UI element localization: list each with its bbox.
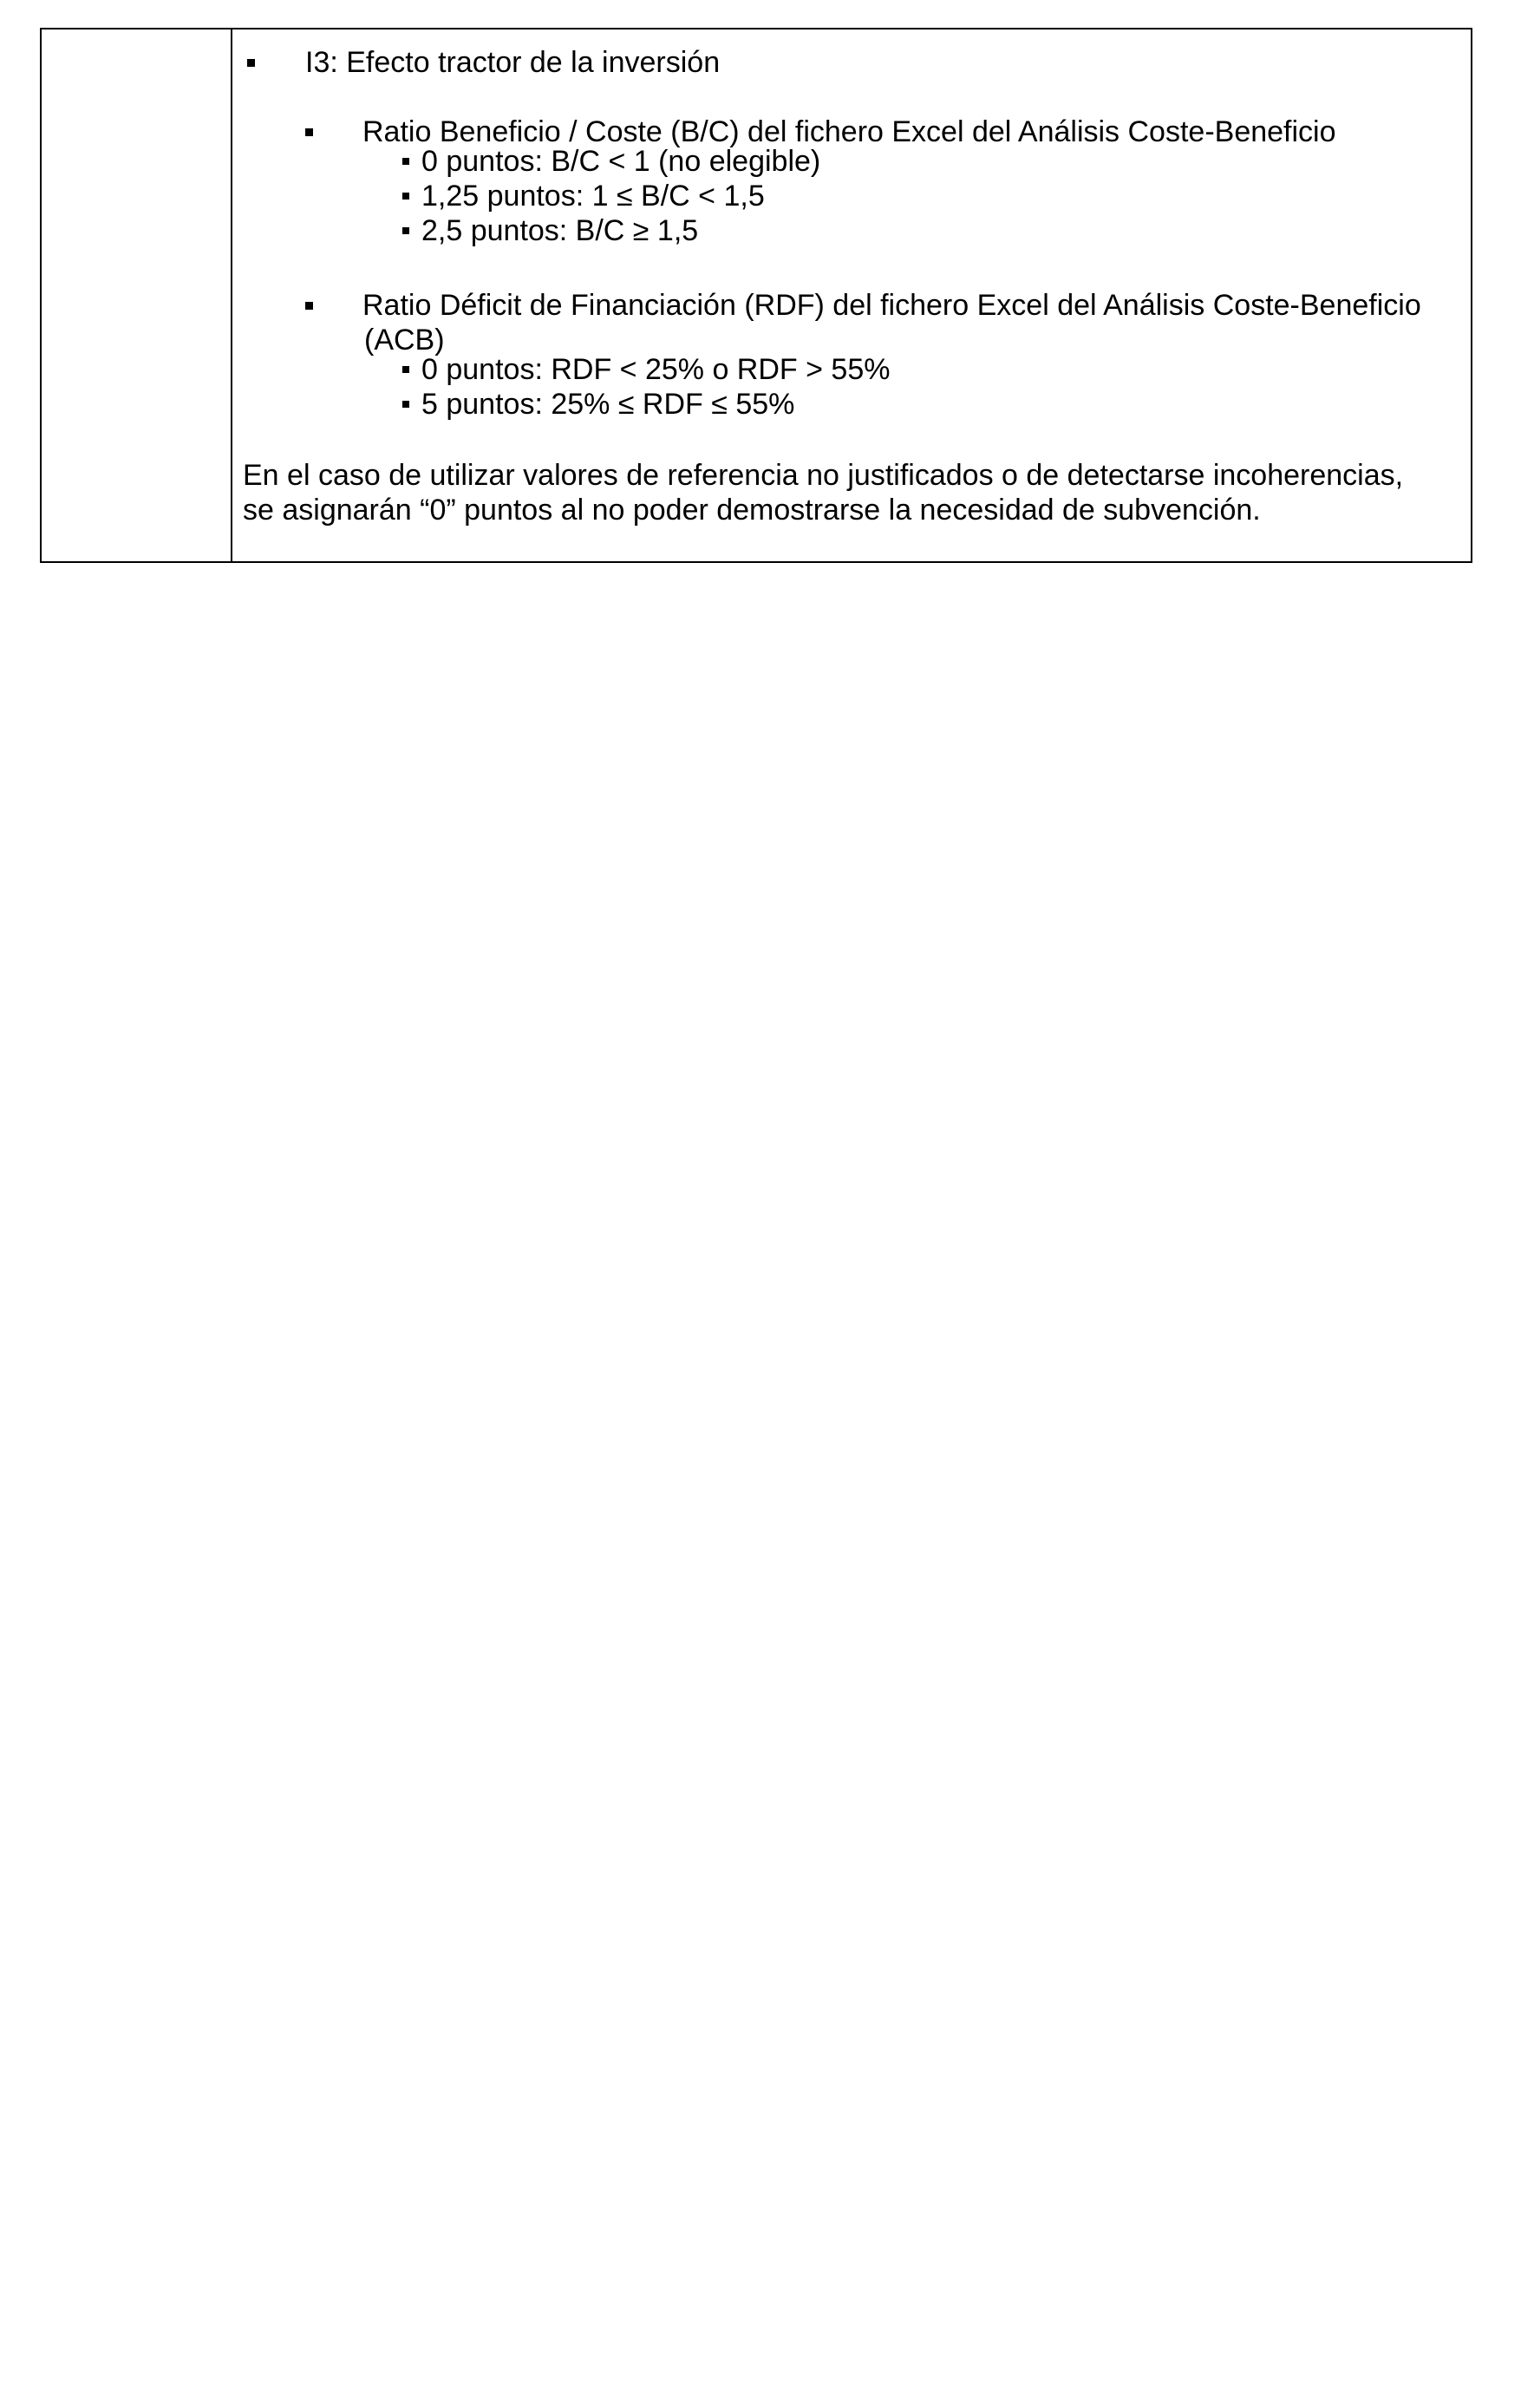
rdf-score-item: 5 puntos: 25% ≤ RDF ≤ 55% [421, 388, 795, 421]
rdf-score-item: 0 puntos: RDF < 25% o RDF > 55% [421, 353, 891, 386]
square-bullet-icon [305, 302, 313, 310]
note-paragraph-line: En el caso de utilizar valores de referencia no justificados o de detectarse incoherencias, [243, 459, 1404, 492]
note-paragraph-line: se asignarán “0” puntos al no poder demostrarse la necesidad de subvención. [243, 494, 1261, 527]
small-square-bullet-icon [402, 193, 409, 200]
bc-score-item: 1,25 puntos: 1 ≤ B/C < 1,5 [421, 180, 765, 213]
group-label-bc-ratio: Ratio Beneficio / Coste (B/C) del fichero Excel del Análisis Coste-Beneficio [362, 115, 1336, 148]
group-label-rdf-ratio: Ratio Déficit de Financiación (RDF) del fichero Excel del Análisis Coste-Beneficio [362, 289, 1421, 322]
criterion-title: I3: Efecto tractor de la inversión [305, 46, 721, 79]
small-square-bullet-icon [402, 158, 409, 165]
criteria-table [40, 28, 1472, 563]
bc-score-item: 0 puntos: B/C < 1 (no elegible) [421, 145, 821, 178]
small-square-bullet-icon [402, 401, 409, 408]
square-bullet-icon [247, 59, 255, 67]
criteria-content-cell [232, 29, 1471, 561]
square-bullet-icon [305, 128, 313, 136]
small-square-bullet-icon [402, 366, 409, 373]
group-label-rdf-ratio-continued: (ACB) [364, 324, 445, 357]
small-square-bullet-icon [402, 227, 409, 234]
empty-label-cell [42, 29, 232, 561]
bc-score-item: 2,5 puntos: B/C ≥ 1,5 [421, 214, 699, 247]
